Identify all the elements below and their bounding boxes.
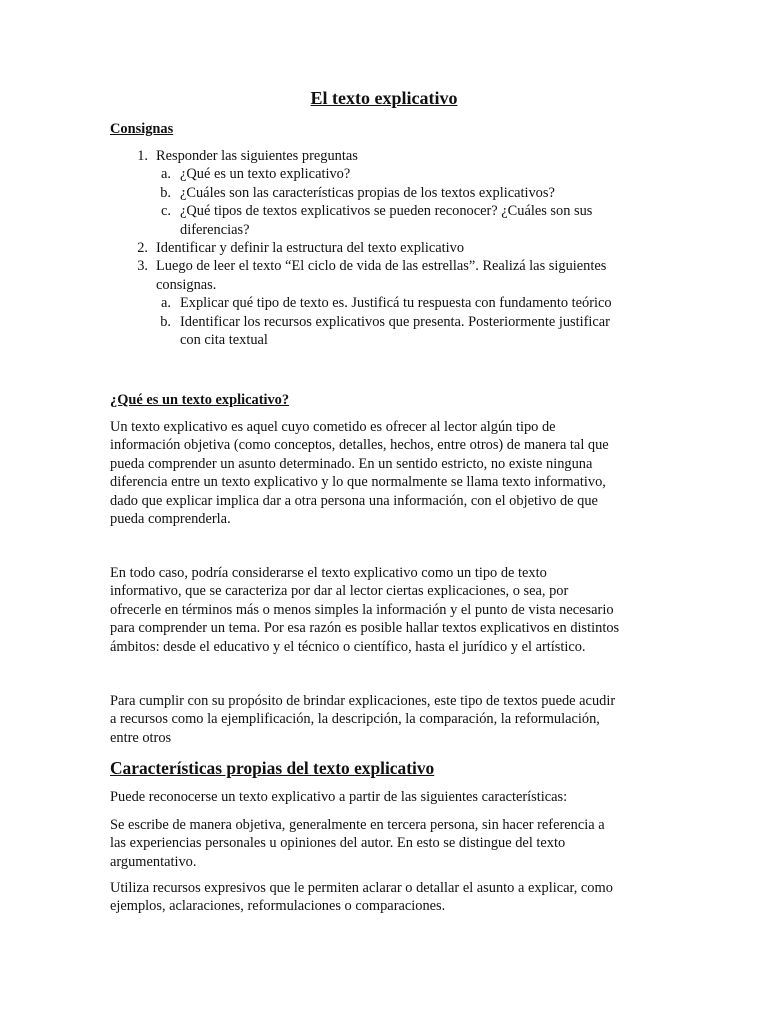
paragraph-line: para comprender un tema. Por esa razón es posible hallar textos explicativos en distintos [110, 620, 620, 637]
list-item [110, 294, 658, 312]
list-item-text: Identificar y definir la estructura del texto explicativo [156, 239, 465, 256]
list-marker: a. [161, 166, 171, 183]
paragraph-line: Utiliza recursos expresivos que le permiten aclarar o detallar el asunto a explicar, como [110, 880, 613, 896]
paragraph-line: ofrecerle en términos más o menos simples la información y el punto de vista necesario [110, 601, 614, 618]
consignas-list [110, 147, 658, 349]
list-item [110, 184, 658, 202]
paragraph-line: informativo, que se caracteriza por dar al lector ciertas explicaciones, o sea, por [110, 583, 569, 600]
list-item [110, 239, 658, 257]
paragraph [110, 564, 658, 656]
list-item-text: Responder las siguientes preguntas [156, 148, 358, 164]
paragraph-line: dado que explicar implica dar a otra persona una información, con el objetivo de que [110, 492, 598, 509]
paragraph-line: ámbitos: desde el educativo y el técnico o científico, hasta el jurídico y el artístico. [110, 638, 586, 655]
paragraph [110, 418, 658, 528]
paragraph-line: Puede reconocerse un texto explicativo a partir de las siguientes características: [110, 789, 568, 805]
paragraph-line: pueda comprenderla. [110, 511, 231, 528]
paragraph-line: información objetiva (como conceptos, detalles, hechos, entre otros) de manera tal que [110, 437, 609, 454]
list-marker: c. [161, 203, 171, 220]
paragraph-line: las experiencias personales u opiniones del autor. En esto se distingue del texto [110, 835, 566, 852]
list-marker: b. [160, 313, 171, 330]
list-item [110, 165, 658, 183]
list-marker: 1. [137, 148, 148, 164]
paragraph [110, 879, 658, 916]
paragraph-line: Se escribe de manera objetiva, generalmente en tercera persona, sin hacer referencia a [110, 817, 605, 833]
list-item-text: diferencias? [180, 221, 250, 238]
list-item-continuation [110, 276, 658, 294]
paragraph-line: En todo caso, podría considerarse el texto explicativo como un tipo de texto [110, 565, 547, 581]
paragraph-line: diferencia entre un texto explicativo y lo que normalmente se llama texto informativo, [110, 474, 606, 491]
paragraph-line: entre otros [110, 729, 172, 746]
list-marker: b. [160, 184, 171, 201]
paragraph [110, 788, 658, 806]
paragraph-line: ejemplos, aclaraciones, reformulaciones o comparaciones. [110, 898, 446, 915]
paragraph-line: a recursos como la ejemplificación, la descripción, la comparación, la reformulación, [110, 711, 600, 728]
list-item-text: ¿Cuáles son las características propias de los textos explicativos? [180, 184, 555, 201]
paragraph-line: pueda comprender un asunto determinado. En un sentido estricto, no existe ninguna [110, 455, 593, 472]
list-item-text: Identificar los recursos explicativos que presenta. Posteriormente justificar [180, 313, 610, 330]
section-heading: Características propias del texto explicativo [110, 758, 435, 778]
list-item-continuation [110, 331, 658, 349]
paragraph-line: argumentativo. [110, 853, 197, 870]
list-item-text: Luego de leer el texto “El ciclo de vida de las estrellas”. Realizá las siguientes [156, 258, 607, 275]
consignas-heading: Consignas [110, 121, 174, 137]
paragraph-line: Un texto explicativo es aquel cuyo cometido es ofrecer al lector algún tipo de [110, 419, 556, 435]
paragraph-line: Para cumplir con su propósito de brindar explicaciones, este tipo de textos puede acudir [110, 693, 616, 709]
paragraph [110, 692, 658, 747]
list-marker: 3. [137, 258, 148, 275]
list-marker: a. [161, 295, 171, 312]
list-item-text: con cita textual [180, 331, 268, 348]
list-item-text: ¿Qué tipos de textos explicativos se pueden reconocer? ¿Cuáles son sus [180, 203, 593, 220]
list-item-text: consignas. [156, 276, 217, 293]
list-item-text: ¿Qué es un texto explicativo? [180, 166, 351, 183]
list-item-continuation [110, 221, 658, 239]
list-item [110, 202, 658, 220]
list-item [110, 313, 658, 331]
question-heading: ¿Qué es un texto explicativo? [110, 392, 290, 408]
paragraph [110, 816, 658, 871]
list-item-text: Explicar qué tipo de texto es. Justificá tu respuesta con fundamento teórico [180, 295, 612, 312]
list-item [110, 257, 658, 275]
list-item [110, 147, 658, 165]
document-title: El texto explicativo [310, 88, 458, 108]
list-marker: 2. [137, 239, 148, 256]
